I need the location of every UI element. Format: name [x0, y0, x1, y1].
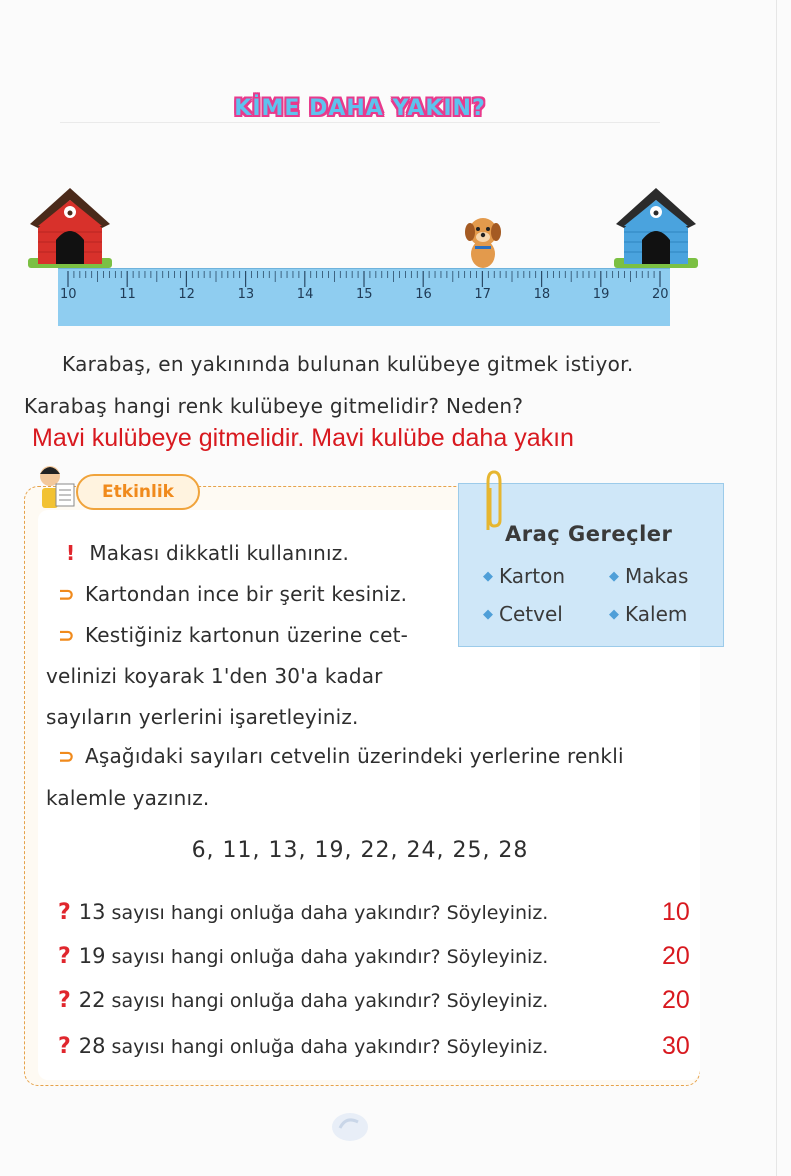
tool-item: ◆ Makas — [609, 564, 689, 588]
step-1: ⊃ Kartondan ince bir şerit kesiniz. — [58, 582, 408, 606]
ruler-label: 16 — [415, 287, 432, 302]
question-answer: 20 — [662, 986, 690, 1014]
question-answer: 20 — [662, 942, 690, 970]
tools-title: Araç Gereçler — [505, 522, 673, 546]
handwritten-answer: Mavi kulübeye gitmelidir. Mavi kulübe daha yakın — [32, 424, 574, 452]
ruler-label: 20 — [652, 287, 669, 302]
ruler-label: 15 — [356, 287, 373, 302]
question-row: ? 19 sayısı hangi onluğa daha yakındır? Söyleyiniz. — [58, 944, 549, 969]
tool-item: ◆ Cetvel — [483, 602, 563, 626]
arrow-icon: ⊃ — [58, 744, 75, 768]
question-line-2: Karabaş hangi renk kulübeye gitmelidir? Neden? — [24, 394, 524, 418]
page-edge — [776, 0, 777, 1176]
question-answer: 30 — [662, 1032, 690, 1060]
title-underline — [60, 122, 660, 123]
ruler-label: 13 — [237, 287, 255, 302]
kid-reading-icon — [32, 462, 78, 514]
question-mark-icon: ? — [58, 900, 71, 925]
question-line-1: Karabaş, en yakınında bulunan kulübeye gitmek istiyor. — [62, 352, 634, 376]
bullet-icon: ◆ — [609, 607, 619, 622]
number-list: 6, 11, 13, 19, 22, 24, 25, 28 — [191, 838, 529, 863]
step-3-cont: kalemle yazınız. — [46, 786, 210, 810]
ruler-label: 12 — [178, 287, 195, 302]
bullet-icon: ◆ — [483, 607, 493, 622]
question-mark-icon: ? — [58, 1034, 71, 1059]
step-2-cont: sayıların yerlerini işaretleyiniz. — [46, 705, 359, 729]
question-row: ? 22 sayısı hangi onluğa daha yakındır? Söyleyiniz. — [58, 988, 549, 1013]
ruler-label: 19 — [592, 287, 610, 302]
red-doghouse-icon — [28, 186, 112, 270]
warning-line: ! Makası dikkatli kullanınız. — [66, 541, 350, 565]
ruler-label: 14 — [296, 287, 314, 302]
warning-icon: ! — [66, 541, 76, 565]
tool-item: ◆ Karton — [483, 564, 565, 588]
ruler-label: 10 — [60, 287, 77, 302]
activity-badge: Etkinlik — [76, 474, 200, 510]
tool-item: ◆ Kalem — [609, 602, 688, 626]
ruler-label: 17 — [474, 287, 491, 302]
page-title: KİME DAHA YAKIN? — [234, 96, 486, 121]
page-curl-icon — [330, 1110, 370, 1144]
bullet-icon: ◆ — [483, 569, 493, 584]
blue-doghouse-icon — [614, 186, 698, 270]
question-row: ? 28 sayısı hangi onluğa daha yakındır? Söyleyiniz. — [58, 1034, 549, 1059]
ruler-label: 18 — [533, 287, 551, 302]
ruler-label: 11 — [119, 287, 136, 302]
step-2: ⊃ Kestiğiniz kartonun üzerine cet- — [58, 623, 409, 647]
arrow-icon: ⊃ — [58, 623, 75, 647]
paperclip-icon — [480, 470, 504, 534]
question-row: ? 13 sayısı hangi onluğa daha yakındır? Söyleyiniz. — [58, 900, 549, 925]
dog-icon — [462, 214, 504, 270]
question-mark-icon: ? — [58, 944, 71, 969]
step-2-cont: velinizi koyarak 1'den 30'a kadar — [46, 664, 383, 688]
bullet-icon: ◆ — [609, 569, 619, 584]
ruler — [58, 268, 670, 326]
question-answer: 10 — [662, 898, 690, 926]
question-mark-icon: ? — [58, 988, 71, 1013]
arrow-icon: ⊃ — [58, 582, 75, 606]
step-3: ⊃ Aşağıdaki sayıları cetvelin üzerindeki yerlerine renkli — [58, 744, 624, 768]
